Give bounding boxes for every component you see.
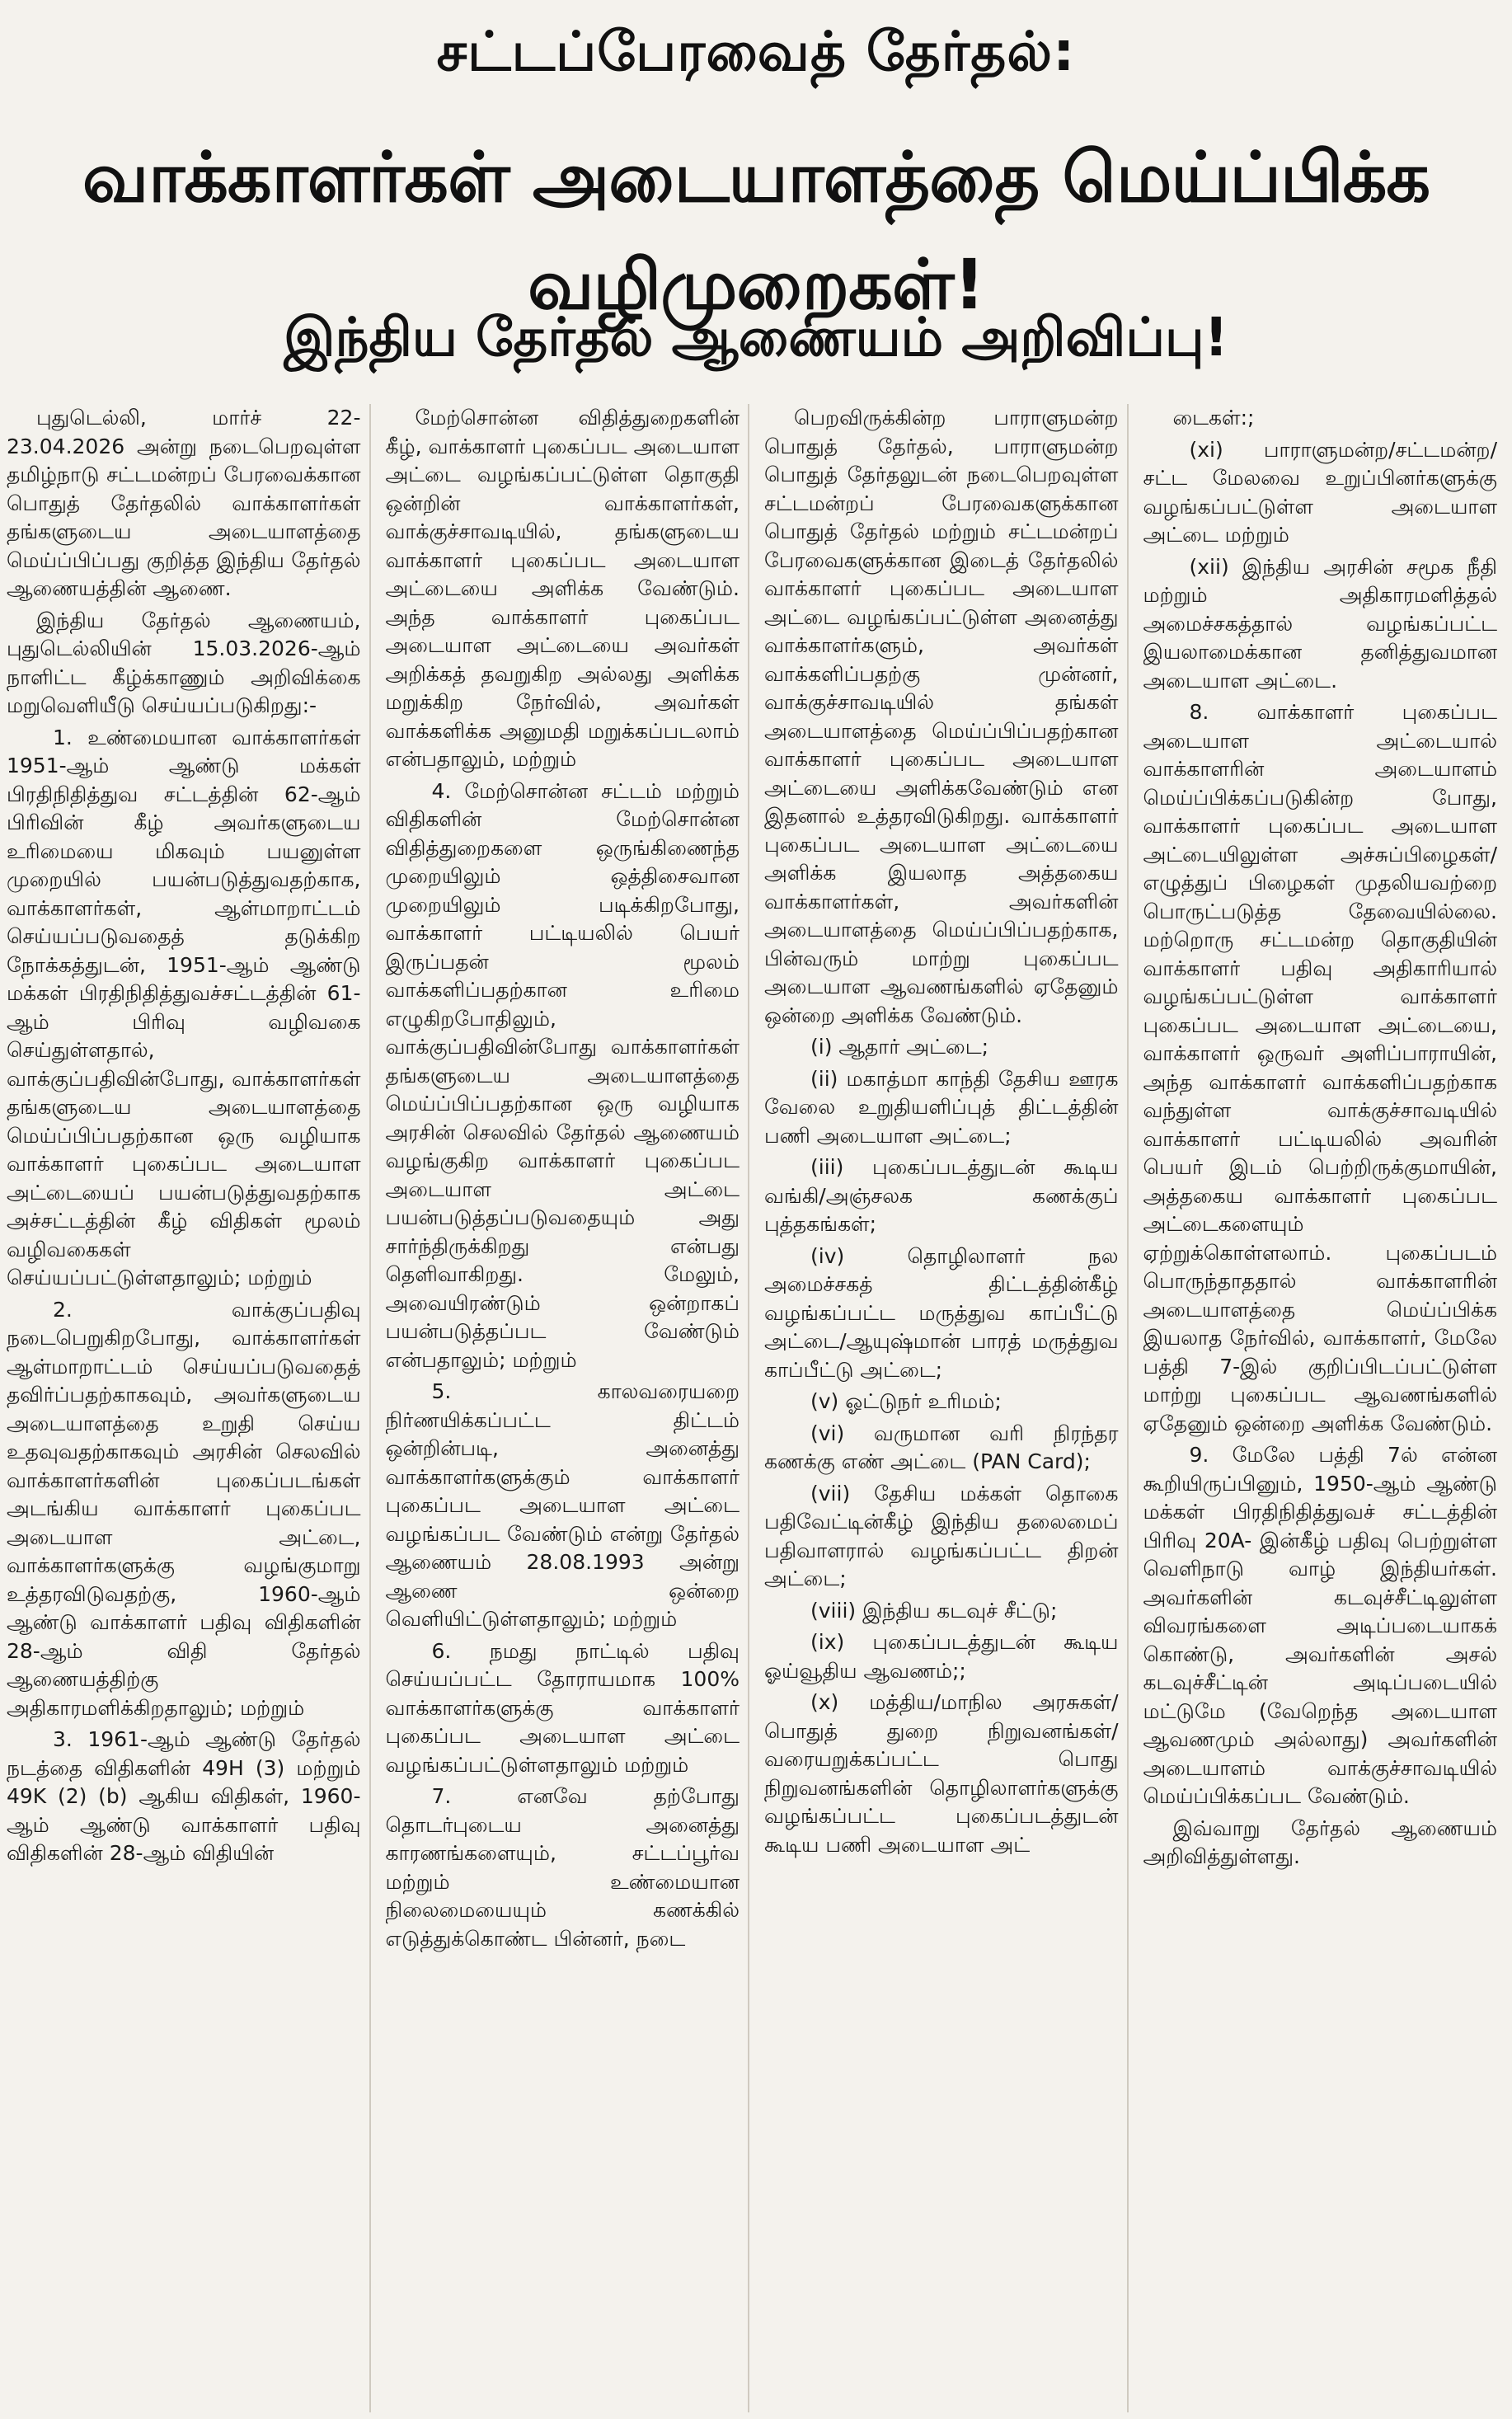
- article-body: [7, 404, 1505, 2412]
- document-item: (xi) பாராளுமன்ற/சட்டமன்ற/சட்ட மேலவை உறுப்பினர்களுக்கு வழங்கப்பட்டுள்ள அடையாள அட்டை மற்றும்: [1143, 437, 1497, 547]
- paragraph: 6. நமது நாட்டில் பதிவு செய்யப்பட்ட தோராயமாக 100% வாக்காளர்களுக்கு வாக்காளர் புகைப்பட அடையாள அட்டை வழங்கப்பட்டுள்ளதாலும் மற்றும்: [385, 1638, 740, 1777]
- document-item: (v) ஓட்டுநர் உரிமம்;: [810, 1389, 1002, 1413]
- paragraph: மேற்சொன்ன விதித்துறைகளின் கீழ், வாக்காளர் புகைப்பட அடையாள அட்டை வழங்கப்பட்டுள்ள தொகுதி ஒன்றின் வாக்காளர்கள், வாக்குச்சாவடியில், தங்களுடைய வாக்காளர் புகைப்பட அடையாள அட்டையை அளிக்க வேண்டும். அந்த வாக்காளர் புகைப்பட அடையாள அட்டையை அவர்கள் அறிக்கத் தவறுகிற அல்லது அளிக்க மறுக்கிற நேர்வில், அவர்கள் வாக்களிக்க அனுமதி மறுக்கப்படலாம் என்பதாலும், மற்றும்: [385, 406, 740, 771]
- column-1: [7, 404, 371, 2412]
- paragraph: பெறவிருக்கின்ற பாராளுமன்ற பொதுத் தேர்தல், பாராளுமன்ற பொதுத் தேர்தலுடன் நடைபெறவுள்ள சட்டமன்றப் பேரவைகளுக்கான பொதுத் தேர்தல் மற்றும் சட்டமன்றப் பேரவைகளுக்கான இடைத் தேர்தலில் வாக்காளர் புகைப்பட அடையாள அட்டை வழங்கப்பட்டுள்ள அனைத்து வாக்காளர்களும், அவர்கள் வாக்களிப்பதற்கு முன்னர், வாக்குச்சாவடியில் தங்கள் அடையாளத்தை மெய்ப்பிப்பதற்கான வாக்காளர் புகைப்பட அடையாள அட்டையை அளிக்கவேண்டும் என இதனால் உத்தரவிடுகிறது. வாக்காளர் புகைப்பட அடையாள அட்டையை அளிக்க இயலாத அத்தகைய வாக்காளர்கள், அவர்களின் அடையாளத்தை மெய்ப்பிப்பதற்காக, பின்வரும் மாற்று புகைப்பட அடையாள ஆவணங்களில் ஏதேனும் ஒன்றை அளிக்க வேண்டும்.: [764, 406, 1119, 1027]
- paragraph: 4. மேற்சொன்ன சட்டம் மற்றும் விதிகளின் மேற்சொன்ன விதித்துறைகளை ஒருங்கிணைந்த முறையிலும் ஒத்திசைவான முறையிலும் படிக்கிறபோது, வாக்காளர் பட்டியலில் பெயர் இருப்பதன் மூலம் வாக்களிப்பதற்கான உரிமை எழுகிறபோதிலும், வாக்குப்பதிவின்போது வாக்காளர்கள் தங்களுடைய அடையாளத்தை மெய்ப்பிப்பதற்கான ஒரு வழியாக அரசின் செலவில் தேர்தல் ஆணையம் வழங்குகிற வாக்காளர் புகைப்பட அடையாள அட்டை பயன்படுத்தப்படுவதையும் அது சார்ந்திருக்கிறது என்பது தெளிவாகிறது. மேலும், அவையிரண்டும் ஒன்றாகப் பயன்படுத்தப்பட வேண்டும் என்பதாலும்; மற்றும்: [385, 778, 740, 1372]
- document-item: (vi) வருமான வரி நிரந்தர கணக்கு எண் அட்டை (PAN Card);: [764, 1421, 1119, 1473]
- paragraph: 5. காலவரையறை நிர்ணயிக்கப்பட்ட திட்டம் ஒன்றின்படி, அனைத்து வாக்காளர்களுக்கும் வாக்காளர் புகைப்பட அடையாள அட்டை வழங்கப்பட வேண்டும் என்று தேர்தல் ஆணையம் 28.08.1993 அன்று ஆணை ஒன்றை வெளியிட்டுள்ளதாலும்; மற்றும்: [385, 1379, 740, 1631]
- document-item: (vii) தேசிய மக்கள் தொகை பதிவேட்டின்கீழ் இந்திய தலைமைப் பதிவாளரால் வழங்கப்பட்ட திறன் அட்டை;: [764, 1481, 1119, 1590]
- paragraph: 7. எனவே தற்போது தொடர்புடைய அனைத்து காரணங்களையும், சட்டப்பூர்வ மற்றும் உண்மையான நிலைமையையும் கணக்கில் எடுத்துக்கொண்ட பின்னர், நடை: [385, 1784, 740, 1951]
- document-item: (iii) புகைப்படத்துடன் கூடிய வங்கி/அஞ்சலக கணக்குப் புத்தகங்கள்;: [764, 1155, 1119, 1236]
- document-item: (i) ஆதார் அட்டை;: [810, 1035, 989, 1059]
- closing-line: இவ்வாறு தேர்தல் ஆணையம் அறிவித்துள்ளது.: [1143, 1815, 1497, 1868]
- paragraph: டைகள்:;: [1172, 406, 1255, 430]
- paragraph: 1. உண்மையான வாக்காளர்கள் 1951-ஆம் ஆண்டு மக்கள் பிரதிநிதித்துவ சட்டத்தின் 62-ஆம் பிரிவின் கீழ் அவர்களுடைய உரிமையை மிகவும் பயனுள்ள முறையில் பயன்படுத்துவதற்காக, வாக்காளர்கள், ஆள்மாறாட்டம் செய்யப்படுவதைத் தடுக்கிற நோக்கத்துடன், 1951-ஆம் ஆண்டு மக்கள் பிரதிநிதித்துவச்சட்டத்தின் 61-ஆம் பிரிவு வழிவகை செய்துள்ளதால், வாக்குப்பதிவின்போது, வாக்காளர்கள் தங்களுடைய அடையாளத்தை மெய்ப்பிப்பதற்கான ஒரு வழியாக வாக்காளர் புகைப்பட அடையாள அட்டையைப் பயன்படுத்துவதற்காக அச்சட்டத்தின் கீழ் விதிகள் மூலம் வழிவகைகள் செய்யப்பட்டுள்ளதாலும்; மற்றும்: [7, 725, 361, 1289]
- kicker-heading: சட்டப்பேரவைத் தேர்தல்:: [436, 20, 1076, 83]
- paragraph: 9. மேலே பத்தி 7ல் என்ன கூறியிருப்பினும், 1950-ஆம் ஆண்டு மக்கள் பிரதிநிதித்துவச் சட்டத்தின் பிரிவு 20A- இன்கீழ் பதிவு பெற்றுள்ள வெளிநாடு வாழ் இந்தியர்கள். அவர்களின் கடவுச்சீட்டிலுள்ள விவரங்களை அடிப்படையாகக் கொண்டு, அவர்களின் அசல் கடவுச்சீட்டின் அடிப்படையில் மட்டுமே (வேறெந்த அடையாள ஆவணமும் அல்லாது) அவர்களின் அடையாளம் வாக்குச்சாவடியில் மெய்ப்பிக்கப்பட வேண்டும்.: [1143, 1443, 1497, 1808]
- document-item: (viii) இந்திய கடவுச் சீட்டு;: [810, 1598, 1058, 1623]
- column-3: [764, 404, 1129, 2412]
- document-item: (x) மத்திய/மாநில அரசுகள்/பொதுத் துறை நிறுவனங்கள்/வரையறுக்கப்பட்ட பொது நிறுவனங்களின் தொழிலாளர்களுக்கு வழங்கப்பட்ட புகைப்படத்துடன் கூடிய பணி அடையாள அட்: [764, 1690, 1119, 1857]
- document-item: (ii) மகாத்மா காந்தி தேசிய ஊரக வேலை உறுதியளிப்புத் திட்டத்தின் பணி அடையாள அட்டை;: [764, 1066, 1119, 1148]
- document-item: (iv) தொழிலாளர் நல அமைச்சகத் திட்டத்தின்கீழ் வழங்கப்பட்ட மருத்துவ காப்பீட்டு அட்டை/ஆயுஷ்மான் பாரத் மருத்துவ காப்பீட்டு அட்டை;: [764, 1243, 1119, 1382]
- main-headline: வாக்காளர்கள் அடையாளத்தை மெய்ப்பிக்க வழிமுறைகள்!: [82, 137, 1430, 325]
- paragraph: 2. வாக்குப்பதிவு நடைபெறுகிறபோது, வாக்காளர்கள் ஆள்மாறாட்டம் செய்யப்படுவதைத் தவிர்ப்பதற்காகவும், அவர்களுடைய அடையாளத்தை உறுதி செய்ய உதவுவதற்காகவும் அரசின் செலவில் வாக்காளர்களின் புகைப்படங்கள் அடங்கிய வாக்காளர் புகைப்பட அடையாள அட்டை, வாக்காளர்களுக்கு வழங்குமாறு உத்தரவிடுவதற்கு, 1960-ஆம் ஆண்டு வாக்காளர் பதிவு விதிகளின் 28-ஆம் விதி தேர்தல் ஆணையத்திற்கு அதிகாரமளிக்கிறதாலும்; மற்றும்: [7, 1297, 361, 1720]
- paragraph: புதுடெல்லி, மார்ச் 22- 23.04.2026 அன்று நடைபெறவுள்ள தமிழ்நாடு சட்டமன்றப் பேரவைக்கான பொதுத் தேர்தலில் வாக்காளர்கள் தங்களுடைய அடையாளத்தை மெய்ப்பிப்பது குறித்த இந்திய தேர்தல் ஆணையத்தின் ஆணை.: [7, 406, 361, 600]
- paragraph: 8. வாக்காளர் புகைப்பட அடையாள அட்டையால் வாக்காளரின் அடையாளம் மெய்ப்பிக்கப்படுகின்ற போது, வாக்காளர் புகைப்பட அடையாள அட்டையிலுள்ள அச்சுப்பிழைகள்/எழுத்துப் பிழைகள் முதலியவற்றை பொருட்படுத்த தேவையில்லை. மற்றொரு சட்டமன்ற தொகுதியின் வாக்காளர் பதிவு அதிகாரியால் வழங்கப்பட்டுள்ள வாக்காளர் புகைப்பட அடையாள அட்டையை, வாக்காளர் ஒருவர் அளிப்பாராயின், அந்த வாக்காளர் வாக்களிப்பதற்காக வந்துள்ள வாக்குச்சாவடியில் வாக்காளர் பட்டியலில் அவரின் பெயர் இடம் பெற்றிருக்குமாயின், அத்தகைய வாக்காளர் புகைப்பட அட்டைகளையும் ஏற்றுக்கொள்ளலாம். புகைப்படம் பொருந்தாததால் வாக்காளரின் அடையாளத்தை மெய்ப்பிக்க இயலாத நேர்வில், வாக்காளர், மேலே பத்தி 7-இல் குறிப்பிடப்பட்டுள்ள மாற்று புகைப்பட ஆவணங்களில் ஏதேனும் ஒன்றை அளிக்க வேண்டும்.: [1143, 700, 1497, 1435]
- sub-headline: இந்திய தேர்தல் ஆணையம் அறிவிப்பு!: [284, 308, 1228, 369]
- column-4: [1143, 404, 1506, 2412]
- column-2: [386, 404, 750, 2412]
- paragraph: 3. 1961-ஆம் ஆண்டு தேர்தல் நடத்தை விதிகளின் 49H (3) மற்றும் 49K (2) (b) ஆகிய விதிகள், 1960-ஆம் ஆண்டு வாக்காளர் பதிவு விதிகளின் 28-ஆம் விதியின்: [7, 1727, 361, 1865]
- document-item: (xii) இந்திய அரசின் சமூக நீதி மற்றும் அதிகாரமளித்தல் அமைச்சகத்தால் வழங்கப்பட்ட இயலாமைக்கான தனித்துவமான அடையாள அட்டை.: [1143, 554, 1497, 693]
- paragraph: இந்திய தேர்தல் ஆணையம், புதுடெல்லியின் 15.03.2026-ஆம் நாளிட்ட கீழ்க்காணும் அறிவிக்கை மறுவெளியீடு செய்யப்படுகிறது:-: [7, 608, 361, 717]
- document-item: (ix) புகைப்படத்துடன் கூடிய ஓய்வூதிய ஆவணம்;;: [764, 1630, 1119, 1683]
